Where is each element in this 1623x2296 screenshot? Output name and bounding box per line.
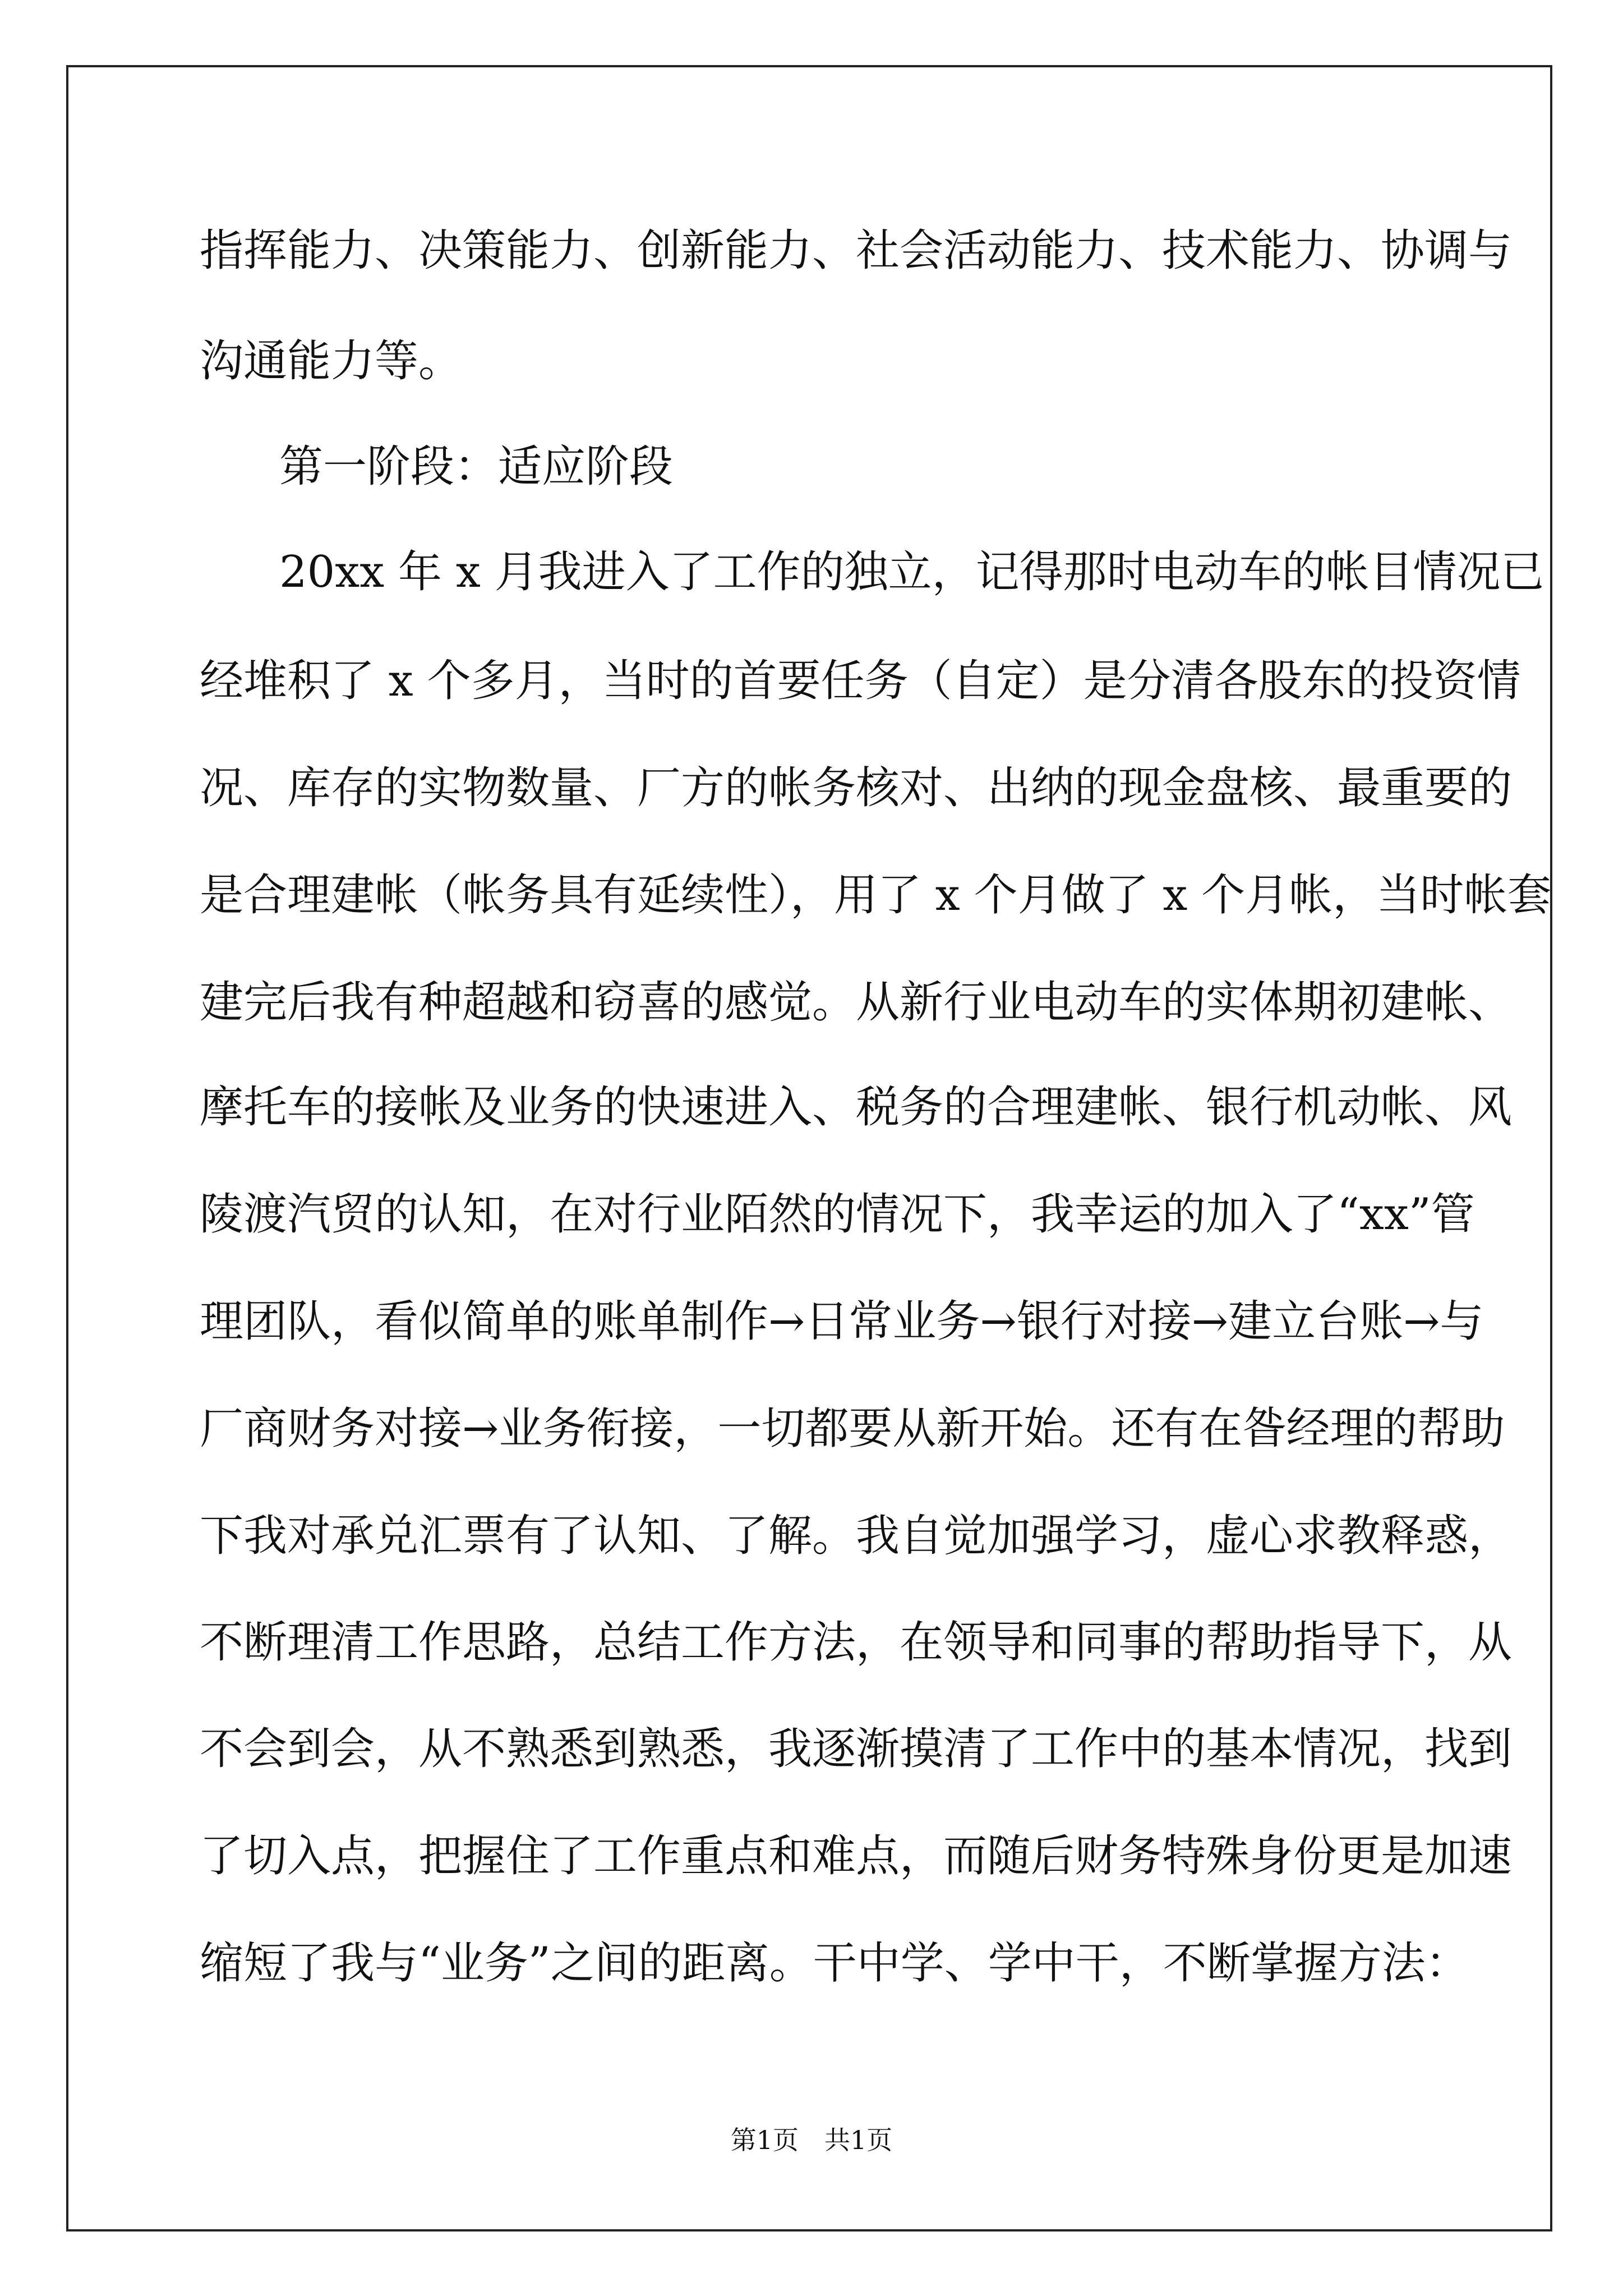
paragraph-line: 陵渡汽贸的认知，在对行业陌然的情况下，我幸运的加入了“xx”管 xyxy=(200,1189,1475,1240)
paragraph-line: 不会到会，从不熟悉到熟悉，我逐渐摸清了工作中的基本情况，找到 xyxy=(200,1724,1513,1774)
paragraph-line: 摩托车的接帐及业务的快速进入、税务的合理建帐、银行机动帐、风 xyxy=(200,1082,1513,1133)
paragraph-line: 不断理清工作思路，总结工作方法，在领导和同事的帮助指导下，从 xyxy=(200,1617,1513,1668)
paragraph-line: 是合理建帐（帐务具有延续性），用了 x 个月做了 x 个月帐，当时帐套 xyxy=(200,870,1552,921)
page-border xyxy=(66,65,1552,2231)
paragraph-line: 下我对承兑汇票有了认知、了解。我自觉加强学习，虚心求教释惑， xyxy=(200,1511,1513,1561)
paragraph-line: 缩短了我与“业务”之间的距离。干中学、学中干，不断掌握方法： xyxy=(200,1938,1469,1989)
paragraph-line: 经堆积了 x 个多月，当时的首要任务（自定）是分清各股东的投资情 xyxy=(200,656,1521,706)
paragraph-line: 20xx 年 x 月我进入了工作的独立，记得那时电动车的帐目情况已 xyxy=(279,547,1544,597)
paragraph-line: 厂商财务对接→业务衔接，一切都要从新开始。还有在昝经理的帮助 xyxy=(200,1404,1505,1454)
paragraph-line: 了切入点，把握住了工作重点和难点，而随后财务特殊身份更是加速 xyxy=(200,1831,1513,1881)
paragraph-line: 建完后我有种超越和窃喜的感觉。从新行业电动车的实体期初建帐、 xyxy=(200,977,1513,1028)
paragraph-line: 况、库存的实物数量、厂方的帐务核对、出纳的现金盘核、最重要的 xyxy=(200,763,1513,813)
section-heading: 第一阶段：适应阶段 xyxy=(279,441,674,492)
page-footer: 第1页 共1页 xyxy=(730,2125,893,2155)
paragraph-line: 沟通能力等。 xyxy=(200,336,463,386)
paragraph-line: 理团队，看似简单的账单制作→日常业务→银行对接→建立台账→与 xyxy=(200,1296,1484,1347)
paragraph-line: 指挥能力、决策能力、创新能力、社会活动能力、技术能力、协调与 xyxy=(200,226,1513,276)
